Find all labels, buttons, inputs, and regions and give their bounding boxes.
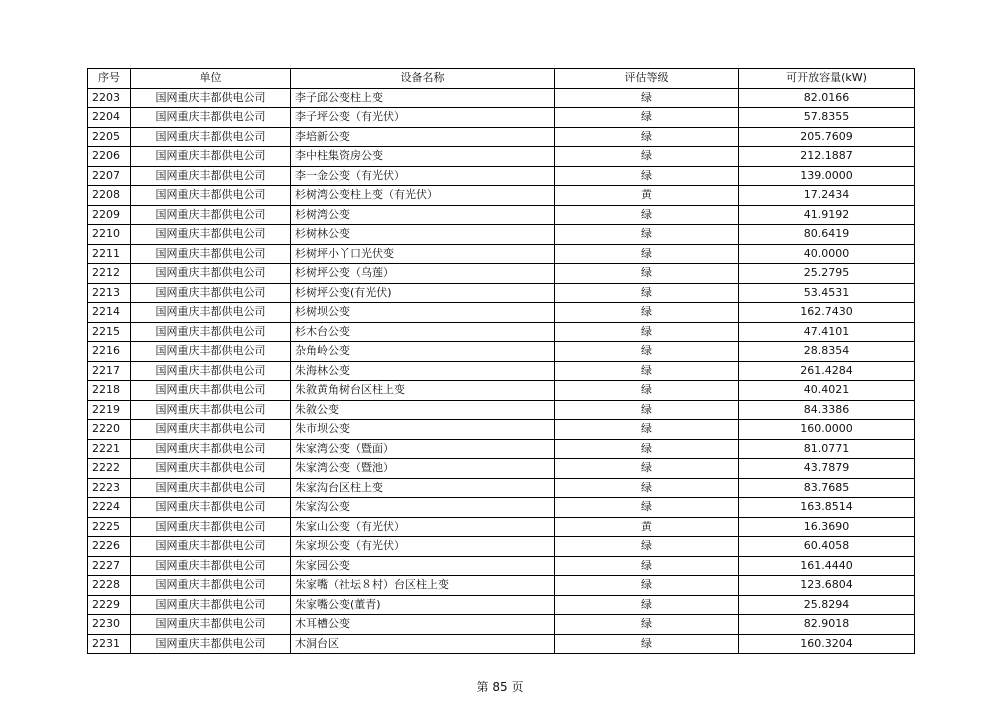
header-capacity: 可开放容量(kW) xyxy=(739,69,915,89)
cell-seq: 2212 xyxy=(88,264,131,284)
table-row xyxy=(88,400,915,420)
cell-grade: 绿 xyxy=(555,303,739,323)
table-row xyxy=(88,595,915,615)
cell-grade: 绿 xyxy=(555,556,739,576)
cell-grade: 绿 xyxy=(555,576,739,596)
cell-grade: 绿 xyxy=(555,205,739,225)
cell-unit: 国网重庆丰都供电公司 xyxy=(131,303,291,323)
cell-unit: 国网重庆丰都供电公司 xyxy=(131,186,291,206)
cell-seq: 2221 xyxy=(88,439,131,459)
cell-grade: 绿 xyxy=(555,420,739,440)
cell-grade: 绿 xyxy=(555,498,739,518)
cell-grade: 绿 xyxy=(555,459,739,479)
cell-unit: 国网重庆丰都供电公司 xyxy=(131,381,291,401)
cell-unit: 国网重庆丰都供电公司 xyxy=(131,400,291,420)
cell-capacity: 28.8354 xyxy=(739,342,915,362)
table-row xyxy=(88,459,915,479)
cell-capacity: 80.6419 xyxy=(739,225,915,245)
cell-device-name: 杉树坪公变(有光伏) xyxy=(291,283,555,303)
cell-device-name: 杂角岭公变 xyxy=(291,342,555,362)
table-row xyxy=(88,361,915,381)
table-row xyxy=(88,108,915,128)
cell-grade: 绿 xyxy=(555,264,739,284)
cell-capacity: 47.4101 xyxy=(739,322,915,342)
cell-device-name: 朱家沟台区柱上变 xyxy=(291,478,555,498)
cell-unit: 国网重庆丰都供电公司 xyxy=(131,595,291,615)
cell-seq: 2225 xyxy=(88,517,131,537)
cell-seq: 2229 xyxy=(88,595,131,615)
cell-capacity: 43.7879 xyxy=(739,459,915,479)
cell-unit: 国网重庆丰都供电公司 xyxy=(131,439,291,459)
cell-unit: 国网重庆丰都供电公司 xyxy=(131,420,291,440)
cell-seq: 2220 xyxy=(88,420,131,440)
cell-seq: 2205 xyxy=(88,127,131,147)
table-row xyxy=(88,556,915,576)
cell-capacity: 139.0000 xyxy=(739,166,915,186)
cell-grade: 绿 xyxy=(555,108,739,128)
cell-grade: 绿 xyxy=(555,595,739,615)
cell-seq: 2206 xyxy=(88,147,131,167)
cell-seq: 2217 xyxy=(88,361,131,381)
cell-device-name: 木洞台区 xyxy=(291,634,555,654)
table-row xyxy=(88,420,915,440)
table-row xyxy=(88,342,915,362)
table-row xyxy=(88,127,915,147)
cell-capacity: 81.0771 xyxy=(739,439,915,459)
cell-capacity: 25.2795 xyxy=(739,264,915,284)
cell-seq: 2207 xyxy=(88,166,131,186)
cell-grade: 绿 xyxy=(555,244,739,264)
cell-capacity: 261.4284 xyxy=(739,361,915,381)
cell-capacity: 160.0000 xyxy=(739,420,915,440)
cell-seq: 2203 xyxy=(88,88,131,108)
cell-capacity: 160.3204 xyxy=(739,634,915,654)
cell-unit: 国网重庆丰都供电公司 xyxy=(131,127,291,147)
cell-unit: 国网重庆丰都供电公司 xyxy=(131,225,291,245)
table-row xyxy=(88,264,915,284)
capacity-table xyxy=(87,68,915,654)
cell-device-name: 朱家园公变 xyxy=(291,556,555,576)
cell-device-name: 朱海林公变 xyxy=(291,361,555,381)
cell-device-name: 杉木台公变 xyxy=(291,322,555,342)
table-header-row xyxy=(88,69,915,89)
cell-capacity: 16.3690 xyxy=(739,517,915,537)
table-body xyxy=(88,88,915,654)
cell-unit: 国网重庆丰都供电公司 xyxy=(131,283,291,303)
cell-unit: 国网重庆丰都供电公司 xyxy=(131,537,291,557)
cell-device-name: 杉树林公变 xyxy=(291,225,555,245)
cell-unit: 国网重庆丰都供电公司 xyxy=(131,88,291,108)
header-seq: 序号 xyxy=(88,69,131,89)
cell-grade: 绿 xyxy=(555,439,739,459)
cell-device-name: 朱家嘴（社坛８村）台区柱上变 xyxy=(291,576,555,596)
cell-device-name: 木耳槽公变 xyxy=(291,615,555,635)
cell-seq: 2224 xyxy=(88,498,131,518)
table-row xyxy=(88,147,915,167)
cell-unit: 国网重庆丰都供电公司 xyxy=(131,264,291,284)
cell-seq: 2210 xyxy=(88,225,131,245)
cell-grade: 绿 xyxy=(555,88,739,108)
cell-device-name: 杉树坪小丫口光伏变 xyxy=(291,244,555,264)
cell-unit: 国网重庆丰都供电公司 xyxy=(131,498,291,518)
cell-seq: 2213 xyxy=(88,283,131,303)
cell-grade: 黄 xyxy=(555,186,739,206)
cell-device-name: 朱家山公变（有光伏） xyxy=(291,517,555,537)
cell-grade: 绿 xyxy=(555,400,739,420)
cell-unit: 国网重庆丰都供电公司 xyxy=(131,205,291,225)
page-number: 第 85 页 xyxy=(476,680,524,694)
cell-capacity: 123.6804 xyxy=(739,576,915,596)
cell-grade: 绿 xyxy=(555,322,739,342)
cell-device-name: 李一金公变（有光伏） xyxy=(291,166,555,186)
cell-device-name: 杉树湾公变 xyxy=(291,205,555,225)
cell-seq: 2215 xyxy=(88,322,131,342)
table-row xyxy=(88,576,915,596)
table-row xyxy=(88,166,915,186)
cell-device-name: 朱家湾公变（暨池） xyxy=(291,459,555,479)
cell-capacity: 25.8294 xyxy=(739,595,915,615)
cell-seq: 2219 xyxy=(88,400,131,420)
cell-capacity: 163.8514 xyxy=(739,498,915,518)
cell-grade: 绿 xyxy=(555,283,739,303)
cell-device-name: 朱市坝公变 xyxy=(291,420,555,440)
header-device-name: 设备名称 xyxy=(291,69,555,89)
table-row xyxy=(88,537,915,557)
cell-seq: 2231 xyxy=(88,634,131,654)
cell-grade: 绿 xyxy=(555,225,739,245)
table-row xyxy=(88,283,915,303)
cell-unit: 国网重庆丰都供电公司 xyxy=(131,244,291,264)
table-row xyxy=(88,439,915,459)
table-row xyxy=(88,498,915,518)
cell-grade: 绿 xyxy=(555,537,739,557)
cell-device-name: 朱敘公变 xyxy=(291,400,555,420)
cell-unit: 国网重庆丰都供电公司 xyxy=(131,166,291,186)
table-row xyxy=(88,225,915,245)
cell-capacity: 82.9018 xyxy=(739,615,915,635)
cell-device-name: 李子邱公变柱上变 xyxy=(291,88,555,108)
header-grade: 评估等级 xyxy=(555,69,739,89)
cell-seq: 2216 xyxy=(88,342,131,362)
cell-seq: 2209 xyxy=(88,205,131,225)
cell-device-name: 朱家嘴公变(董青) xyxy=(291,595,555,615)
cell-device-name: 朱家湾公变（暨面） xyxy=(291,439,555,459)
cell-unit: 国网重庆丰都供电公司 xyxy=(131,459,291,479)
cell-capacity: 57.8355 xyxy=(739,108,915,128)
cell-capacity: 212.1887 xyxy=(739,147,915,167)
cell-seq: 2214 xyxy=(88,303,131,323)
table-row xyxy=(88,615,915,635)
cell-unit: 国网重庆丰都供电公司 xyxy=(131,634,291,654)
cell-device-name: 杉树坪公变（乌莲） xyxy=(291,264,555,284)
cell-seq: 2208 xyxy=(88,186,131,206)
cell-unit: 国网重庆丰都供电公司 xyxy=(131,342,291,362)
cell-unit: 国网重庆丰都供电公司 xyxy=(131,556,291,576)
cell-capacity: 162.7430 xyxy=(739,303,915,323)
cell-unit: 国网重庆丰都供电公司 xyxy=(131,108,291,128)
table-row xyxy=(88,634,915,654)
cell-device-name: 朱家沟公变 xyxy=(291,498,555,518)
cell-seq: 2230 xyxy=(88,615,131,635)
cell-seq: 2227 xyxy=(88,556,131,576)
table-row xyxy=(88,244,915,264)
cell-unit: 国网重庆丰都供电公司 xyxy=(131,322,291,342)
cell-unit: 国网重庆丰都供电公司 xyxy=(131,517,291,537)
cell-unit: 国网重庆丰都供电公司 xyxy=(131,615,291,635)
cell-grade: 绿 xyxy=(555,361,739,381)
cell-unit: 国网重庆丰都供电公司 xyxy=(131,361,291,381)
cell-device-name: 朱敘黄角树台区柱上变 xyxy=(291,381,555,401)
cell-grade: 绿 xyxy=(555,147,739,167)
cell-capacity: 84.3386 xyxy=(739,400,915,420)
cell-unit: 国网重庆丰都供电公司 xyxy=(131,576,291,596)
cell-grade: 绿 xyxy=(555,166,739,186)
table-row xyxy=(88,205,915,225)
cell-capacity: 40.0000 xyxy=(739,244,915,264)
cell-capacity: 40.4021 xyxy=(739,381,915,401)
table-row xyxy=(88,381,915,401)
cell-capacity: 83.7685 xyxy=(739,478,915,498)
cell-capacity: 41.9192 xyxy=(739,205,915,225)
cell-grade: 绿 xyxy=(555,634,739,654)
cell-grade: 绿 xyxy=(555,478,739,498)
table-row xyxy=(88,303,915,323)
table-row xyxy=(88,322,915,342)
cell-capacity: 17.2434 xyxy=(739,186,915,206)
cell-capacity: 53.4531 xyxy=(739,283,915,303)
cell-device-name: 李子坪公变（有光伏） xyxy=(291,108,555,128)
cell-device-name: 朱家坝公变（有光伏） xyxy=(291,537,555,557)
cell-grade: 黄 xyxy=(555,517,739,537)
cell-device-name: 杉树湾公变柱上变（有光伏） xyxy=(291,186,555,206)
cell-capacity: 161.4440 xyxy=(739,556,915,576)
cell-seq: 2226 xyxy=(88,537,131,557)
table-row xyxy=(88,478,915,498)
cell-seq: 2228 xyxy=(88,576,131,596)
cell-seq: 2218 xyxy=(88,381,131,401)
cell-unit: 国网重庆丰都供电公司 xyxy=(131,478,291,498)
cell-capacity: 205.7609 xyxy=(739,127,915,147)
cell-grade: 绿 xyxy=(555,615,739,635)
cell-device-name: 李培新公变 xyxy=(291,127,555,147)
cell-device-name: 杉树坝公变 xyxy=(291,303,555,323)
cell-capacity: 82.0166 xyxy=(739,88,915,108)
cell-unit: 国网重庆丰都供电公司 xyxy=(131,147,291,167)
cell-seq: 2223 xyxy=(88,478,131,498)
table-row xyxy=(88,186,915,206)
cell-grade: 绿 xyxy=(555,342,739,362)
cell-seq: 2211 xyxy=(88,244,131,264)
table-row xyxy=(88,517,915,537)
table-row xyxy=(88,88,915,108)
cell-seq: 2204 xyxy=(88,108,131,128)
cell-grade: 绿 xyxy=(555,381,739,401)
cell-device-name: 李中柱集资房公变 xyxy=(291,147,555,167)
cell-seq: 2222 xyxy=(88,459,131,479)
cell-grade: 绿 xyxy=(555,127,739,147)
cell-capacity: 60.4058 xyxy=(739,537,915,557)
header-unit: 单位 xyxy=(131,69,291,89)
